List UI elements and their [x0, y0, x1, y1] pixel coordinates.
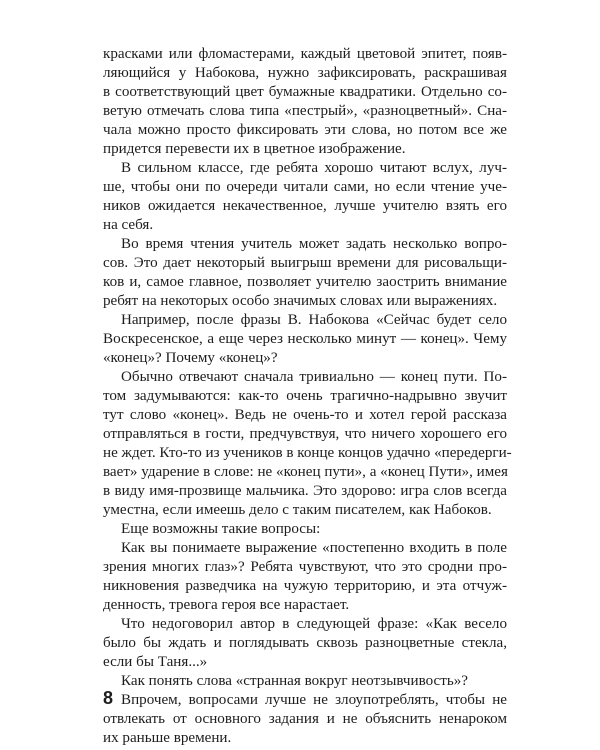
body-text	[103, 45, 512, 748]
text-line: тут слово «конец». Ведь не очень-то и хотел герой рассказа	[103, 407, 507, 423]
text-line: ше, чтобы они по очереди читали сами, но если чтение уче-	[103, 179, 507, 195]
text-line: отправляться в гости, предчувствуя, что ничего хорошего его	[103, 426, 507, 442]
text-line: том задумываются: как-то очень трагично-надрывно звучит	[103, 388, 507, 404]
text-line: Что недоговорил автор в следующей фразе: «Как весело	[121, 616, 507, 632]
paragraph	[103, 368, 512, 520]
paragraph	[103, 235, 507, 311]
text-line: ляющийся у Набокова, нужно зафиксировать, раскрашивая	[103, 65, 507, 81]
paragraph	[103, 691, 507, 748]
text-line: на себя.	[103, 217, 154, 233]
text-line: чала можно просто фиксировать эти слова, но потом все же	[103, 122, 507, 138]
text-line: ников ожидается некачественное, лучше учителю взять его	[103, 198, 507, 214]
text-line: Обычно отвечают сначала тривиально — конец пути. По-	[121, 369, 507, 385]
text-line: не ждет. Кто-то из учеников в конце концов удачно «передерги-	[103, 445, 512, 461]
text-line: Как вы понимаете выражение «постепенно входить в поле	[121, 540, 507, 556]
text-line: уместна, если имеешь дело с таким писателем, как Набоков.	[103, 502, 492, 518]
paragraph	[103, 159, 507, 235]
text-line: ветую отмечать слова типа «пестрый», «разноцветный». Сна-	[103, 103, 507, 119]
paragraph	[103, 672, 507, 691]
text-line: красками или фломастерами, каждый цветовой эпитет, появ-	[103, 46, 507, 62]
text-line: денность, тревога героя все нарастает.	[103, 597, 350, 613]
text-line: было бы ждать и поглядывать сквозь разноцветные стекла,	[103, 635, 507, 651]
text-line: никновения разведчика на чужую территорию, и эта отчуж-	[103, 578, 507, 594]
paragraph	[103, 520, 507, 539]
text-line: ребят на некоторых особо значимых словах или выражениях.	[103, 293, 498, 309]
text-line: их раньше времени.	[103, 730, 232, 746]
text-line: отвлекать от основного задания и не объяснить ненароком	[103, 711, 507, 727]
text-line: вает» ударение в слове: не «конец пути», а «конец Пути», имея	[103, 464, 508, 480]
text-line: Еще возможны такие вопросы:	[121, 521, 321, 537]
page-number: 8	[103, 688, 114, 708]
text-line: сов. Это дает некоторый выигрыш времени для рисовальщи-	[103, 255, 507, 271]
text-line: «конец»? Почему «конец»?	[103, 350, 278, 366]
text-line: в соответствующий цвет бумажные квадратики. Отдельно со-	[103, 84, 507, 100]
text-line: Как понять слова «странная вокруг неотзывчивость»?	[121, 673, 468, 689]
text-line: В сильном классе, где ребята хорошо читают вслух, луч-	[121, 160, 507, 176]
text-line: если бы Таня...»	[103, 654, 208, 670]
paragraph	[103, 311, 507, 368]
paragraph	[103, 615, 507, 672]
text-line: ков и, самое главное, позволяет учителю заострить внимание	[103, 274, 507, 290]
text-line: зрения многих глаз»? Ребята чувствуют, что это сродни про-	[103, 559, 507, 575]
text-line: Впрочем, вопросами лучше не злоупотреблять, чтобы не	[121, 692, 507, 708]
text-line: Например, после фразы В. Набокова «Сейчас будет село	[121, 312, 507, 328]
paragraph	[103, 539, 507, 615]
paragraph	[103, 45, 507, 159]
text-line: придется перевести их в цветное изображение.	[103, 141, 406, 157]
text-line: в виду имя-прозвище мальчика. Это здорово: игра слов всегда	[103, 483, 507, 499]
text-line: Воскресенское, а еще через несколько минут — конец». Чему	[103, 331, 507, 347]
text-line: Во время чтения учитель может задать несколько вопро-	[121, 236, 507, 252]
